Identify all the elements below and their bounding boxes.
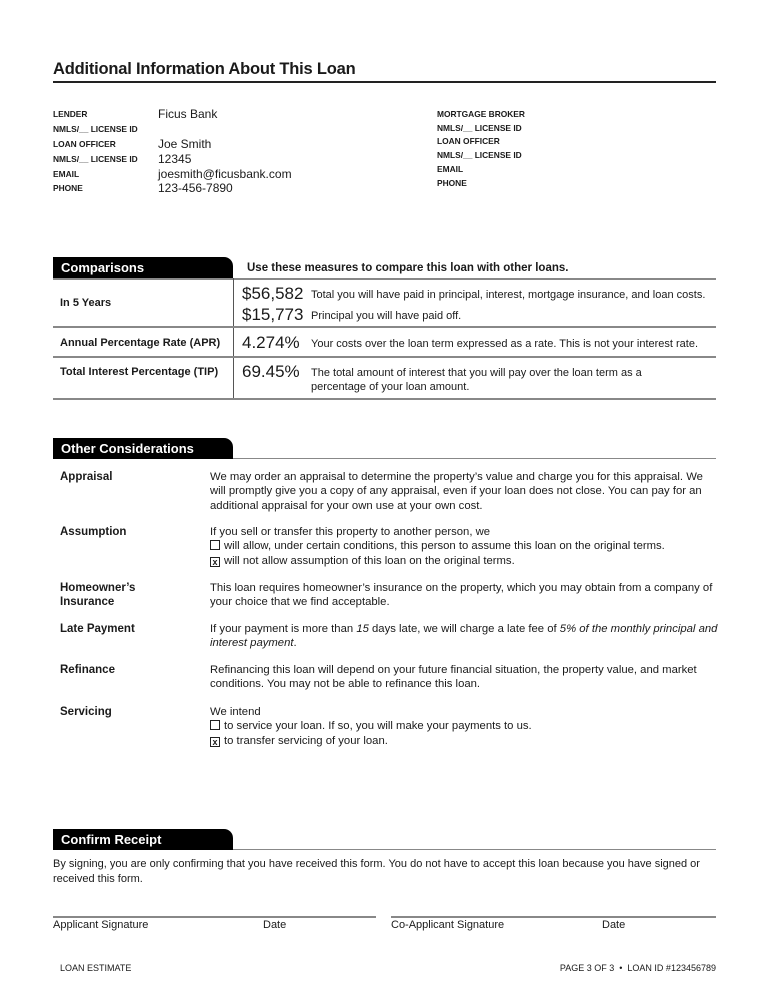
- divider: [233, 458, 716, 459]
- footer-page-info: PAGE 3 OF 3 • LOAN ID #123456789: [559, 963, 716, 973]
- contact-label: EMAIL: [53, 168, 80, 179]
- broker-contact-block: [437, 107, 542, 190]
- refinance-label: Refinance: [60, 664, 115, 676]
- lender-row: [53, 107, 292, 122]
- assumption-label: Assumption: [60, 526, 127, 538]
- contact-label: LOAN OFFICER: [53, 138, 116, 149]
- option-text: will allow, under certain conditions, this person to assume this loan on the original terms.: [224, 540, 665, 553]
- insurance-text: This loan requires homeowner’s insurance on the property, which you may obtain from a company of your choice that we find acceptable.: [210, 582, 713, 609]
- confirm-receipt-heading: Confirm Receipt: [53, 829, 233, 850]
- footer-document-name: LOAN ESTIMATE: [60, 963, 132, 973]
- divider: [53, 278, 716, 280]
- broker-email-row: [437, 162, 542, 176]
- broker-officer-row: [437, 135, 542, 149]
- text-part: If your payment is more than: [210, 623, 357, 635]
- refinance-text: Refinancing this loan will depend on your future financial situation, the property value, and market conditions. You may not be able to refinance this loan.: [210, 664, 697, 691]
- divider: [53, 356, 716, 358]
- confirm-text: By signing, you are only confirming that you have received this form. You do not have to accept this loan because you have signed or received this form.: [53, 858, 700, 885]
- lender-nmls-row: [53, 122, 292, 137]
- option-text: to transfer servicing of your loan.: [224, 734, 388, 747]
- loan-officer-row: [53, 137, 292, 152]
- officer-nmls-row: [53, 151, 292, 166]
- coapplicant-date-label: Date: [602, 919, 626, 931]
- checked-checkbox-icon[interactable]: x: [210, 737, 220, 747]
- email-value: joesmith@ficusbank.com: [158, 166, 292, 181]
- checked-checkbox-icon[interactable]: x: [210, 557, 220, 567]
- divider: [233, 849, 716, 850]
- contact-label: LENDER: [53, 109, 88, 120]
- servicing-option-service[interactable]: [210, 719, 720, 733]
- applicant-signature-label: Applicant Signature: [53, 919, 149, 931]
- contact-label: PHONE: [53, 183, 83, 194]
- phone-value: 123-456-7890: [158, 181, 233, 196]
- unchecked-checkbox-icon[interactable]: [210, 540, 220, 550]
- label-line: Homeowner’s: [60, 582, 136, 594]
- comparisons-heading: Comparisons: [53, 257, 233, 278]
- option-text: to service your loan. If so, you will make your payments to us.: [224, 720, 532, 733]
- servicing-option-transfer[interactable]: [210, 734, 720, 748]
- loan-officer-name: Joe Smith: [158, 136, 212, 151]
- principal-5yr-value: $15,773: [242, 305, 304, 324]
- officer-nmls-value: 12345: [158, 151, 192, 166]
- servicing-intro: We intend: [210, 706, 261, 718]
- email-row: [53, 166, 292, 181]
- contact-label: NMLS/__ LICENSE ID: [437, 122, 522, 133]
- phone-row: [53, 181, 292, 196]
- applicant-signature-line[interactable]: [53, 916, 376, 918]
- divider: [53, 326, 716, 328]
- late-fee-value: 5% of the monthly principal and interest payment: [210, 623, 718, 650]
- lender-name: Ficus Bank: [158, 107, 218, 122]
- total-paid-5yr-value: $56,582: [242, 284, 304, 303]
- other-considerations-heading: Other Considerations: [53, 438, 233, 459]
- broker-nmls-row: [437, 121, 542, 135]
- tip-desc: The total amount of interest that you will pay over the loan term as a percentage of your loan amount.: [311, 367, 642, 393]
- label-line: Insurance: [60, 596, 115, 608]
- total-paid-5yr-desc: Total you will have paid in principal, interest, mortgage insurance, and loan costs.: [311, 289, 706, 301]
- servicing-label: Servicing: [60, 706, 112, 718]
- apr-desc: Your costs over the loan term expressed as a rate. This is not your interest rate.: [311, 338, 699, 350]
- contact-label: MORTGAGE BROKER: [437, 108, 525, 119]
- contact-label: PHONE: [437, 177, 467, 188]
- appraisal-text: We may order an appraisal to determine the property’s value and charge you for this appraisal. We will promptly give you a copy of any appraisal, even if your loan does not close. You can pay for an additional appraisal for your own use at your own cost.: [210, 471, 703, 512]
- late-payment-text: [210, 622, 720, 651]
- tip-label: Total Interest Percentage (TIP): [60, 366, 219, 378]
- contact-label: NMLS/__ LICENSE ID: [53, 124, 138, 135]
- comparisons-subheading: Use these measures to compare this loan with other loans.: [247, 262, 569, 274]
- coapplicant-signature-label: Co-Applicant Signature: [391, 919, 505, 931]
- broker-row: [437, 107, 542, 121]
- broker-officer-nmls-row: [437, 148, 542, 162]
- applicant-date-label: Date: [263, 919, 287, 931]
- assumption-block: [210, 525, 720, 568]
- tip-value: 69.45%: [242, 362, 300, 381]
- contact-label: LOAN OFFICER: [437, 136, 500, 147]
- divider: [233, 278, 234, 399]
- contact-label: NMLS/__ LICENSE ID: [437, 150, 522, 161]
- servicing-block: [210, 705, 720, 748]
- text-part: days late, we will charge a late fee of: [368, 623, 560, 635]
- lender-contact-block: [53, 107, 292, 196]
- broker-phone-row: [437, 176, 542, 190]
- coapplicant-signature-line[interactable]: [391, 916, 716, 918]
- appraisal-label: Appraisal: [60, 471, 113, 483]
- divider: [53, 398, 716, 400]
- option-text: will not allow assumption of this loan on the original terms.: [224, 554, 515, 567]
- assumption-option-not-allow[interactable]: [210, 554, 720, 568]
- text-part: .: [293, 637, 297, 650]
- principal-5yr-desc: Principal you will have paid off.: [311, 310, 462, 322]
- unchecked-checkbox-icon[interactable]: [210, 720, 220, 730]
- apr-label: Annual Percentage Rate (APR): [60, 337, 221, 349]
- assumption-option-allow[interactable]: [210, 539, 720, 553]
- apr-value: 4.274%: [242, 333, 300, 352]
- homeowners-insurance-label: [60, 581, 135, 609]
- page-title: Additional Information About This Loan: [53, 60, 356, 78]
- contact-label: NMLS/__ LICENSE ID: [53, 153, 138, 164]
- late-days-value: 15: [356, 623, 369, 635]
- title-divider: [53, 81, 716, 83]
- late-payment-label: Late Payment: [60, 623, 135, 635]
- in-5-years-label: In 5 Years: [60, 297, 112, 309]
- contact-label: EMAIL: [437, 164, 464, 175]
- assumption-intro: If you sell or transfer this property to another person, we: [210, 526, 491, 538]
